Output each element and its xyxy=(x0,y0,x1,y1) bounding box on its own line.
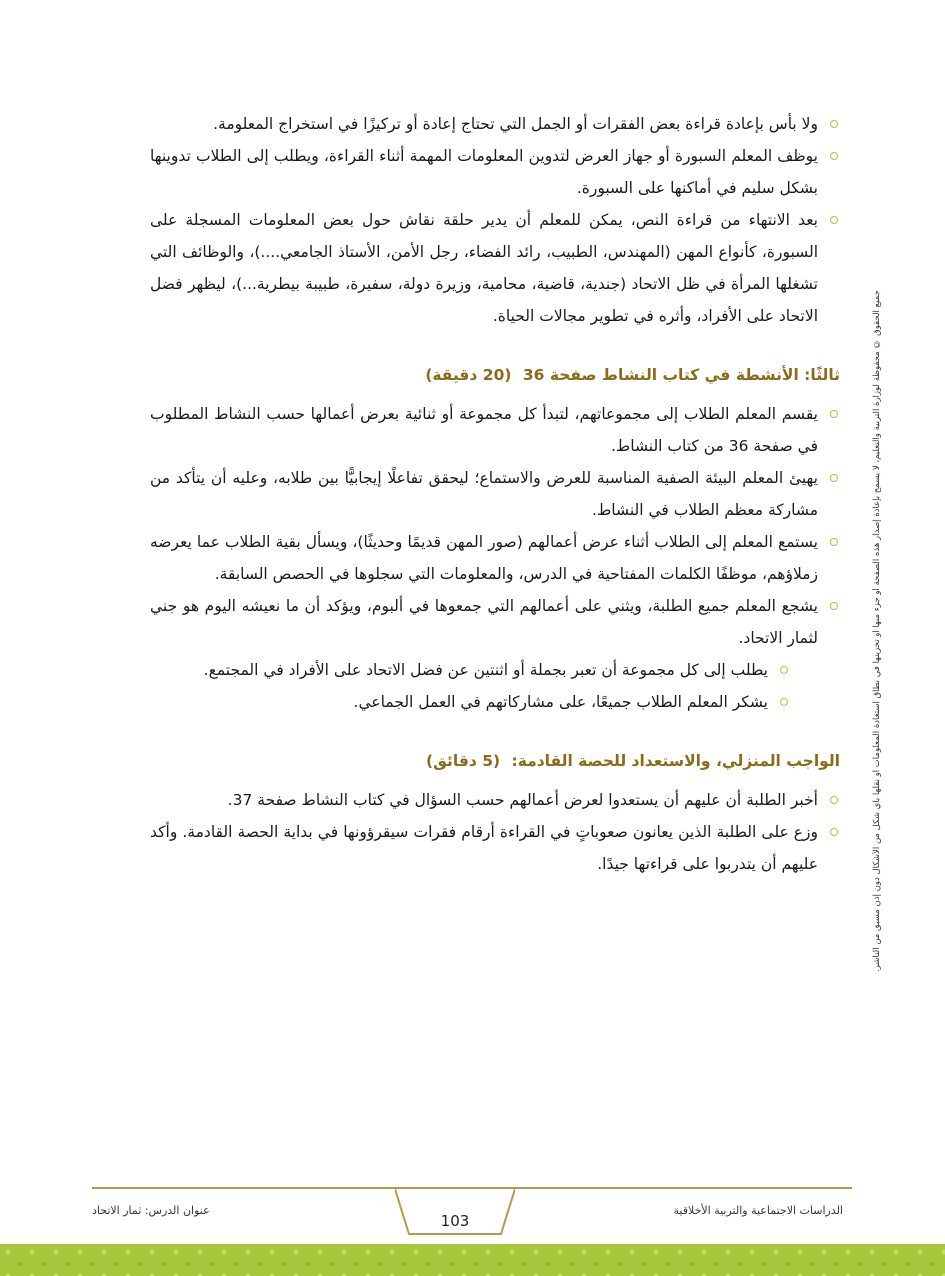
page-number: 103 xyxy=(440,1212,470,1230)
bullet-circle-icon xyxy=(780,698,788,706)
bullet-circle-icon xyxy=(830,474,838,482)
list-item: يطلب إلى كل مجموعة أن تعبر بجملة أو اثنتين عن فضل الاتحاد على الأفراد في المجتمع. xyxy=(150,654,840,686)
bullet-circle-icon xyxy=(830,410,838,418)
list-item: أخبر الطلبة أن عليهم أن يستعدوا لعرض أعمالهم حسب السؤال في كتاب النشاط صفحة 37. xyxy=(150,784,840,816)
copyright-side-note: جميع الحقوق © محفوظة لوزارة التربية والتعليم، لا يسمح بإعادة إصدار هذه الصفحة أو جزء منها أو تخزينها في نطاق استعادة المعلومات أو نقلها بأي شكل من الأشكال دون إذن مسبق من الناشر. xyxy=(872,290,882,972)
section-3-list xyxy=(150,398,840,718)
bullet-circle-icon xyxy=(830,602,838,610)
list-item: بعد الانتهاء من قراءة النص، يمكن للمعلم أن يدير حلقة نقاش حول بعض المعلومات المسجلة على السبورة، كأنواع المهن (المهندس، الطبيب، رائد الفضاء، رجل الأمن، الأستاذ الجامعي....)، والوظائف التي تشغلها المرأة في ظل الاتحاد (جندية، قاضية، محامية، وزيرة دولة، سفيرة، طبيبة بيطرية...)، ليظهر فضل الاتحاد على الأفراد، وأثره في تطوير مجالات الحياة. xyxy=(150,204,840,332)
bullet-circle-icon xyxy=(830,796,838,804)
list-item: وزع على الطلبة الذين يعانون صعوباتٍ في القراءة أرقام فقرات سيقرؤونها في بداية الحصة القادمة. وأكد عليهم أن يتدربوا على قراءتها جيدًا. xyxy=(150,816,840,880)
homework-heading: الواجب المنزلي، والاستعداد للحصة القادمة: (5 دقائق) xyxy=(426,752,840,770)
list-item: يشكر المعلم الطلاب جميعًا، على مشاركاتهم في العمل الجماعي. xyxy=(150,686,840,718)
bullet-circle-icon xyxy=(830,216,838,224)
bullet-circle-icon xyxy=(830,120,838,128)
list-item: ولا بأس بإعادة قراءة بعض الفقرات أو الجمل التي تحتاج إعادة أو تركيزًا في استخراج المعلومة. xyxy=(150,108,840,140)
bullet-circle-icon xyxy=(830,152,838,160)
bullet-circle-icon xyxy=(830,828,838,836)
page-content xyxy=(150,108,840,880)
homework-list xyxy=(150,784,840,880)
intro-list xyxy=(150,108,840,332)
section-3-heading: ثالثًا: الأنشطة في كتاب النشاط صفحة 36 (20 دقيقة) xyxy=(425,366,840,384)
bullet-circle-icon xyxy=(780,666,788,674)
list-item: يوظف المعلم السبورة أو جهاز العرض لتدوين المعلومات المهمة أثناء القراءة، ويطلب إلى الطلاب تدوينها بشكل سليم في أماكنها على السبورة. xyxy=(150,140,840,204)
list-item: يهيئ المعلم البيئة الصفية المناسبة للعرض والاستماع؛ ليحقق تفاعلًا إيجابيًّا بين طلابه، وعليه أن يتأكد من مشاركة معظم الطلاب في النشاط. xyxy=(150,462,840,526)
lesson-title: عنوان الدرس: ثمار الاتحاد xyxy=(92,1204,210,1217)
list-item: يشجع المعلم جميع الطلبة، ويثني على أعمالهم التي جمعوها في ألبوم، ويؤكد أن ما نعيشه اليوم هو جني لثمار الاتحاد. xyxy=(150,590,840,654)
decorative-footer-band xyxy=(0,1244,945,1276)
list-item: يستمع المعلم إلى الطلاب أثناء عرض أعمالهم (صور المهن قديمًا وحديثًا)، ويسأل بقية الطلاب عما يعرضه زملاؤهم، موظفًا الكلمات المفتاحية في الدرس، والمعلومات التي سجلوها في الحصص السابقة. xyxy=(150,526,840,590)
list-item: يقسم المعلم الطلاب إلى مجموعاتهم، لتبدأ كل مجموعة أو ثنائية بعرض أعمالها حسب النشاط المطلوب في صفحة 36 من كتاب النشاط. xyxy=(150,398,840,462)
bullet-circle-icon xyxy=(830,538,838,546)
book-title: الدراسات الاجتماعية والتربية الأخلاقية xyxy=(673,1204,843,1217)
